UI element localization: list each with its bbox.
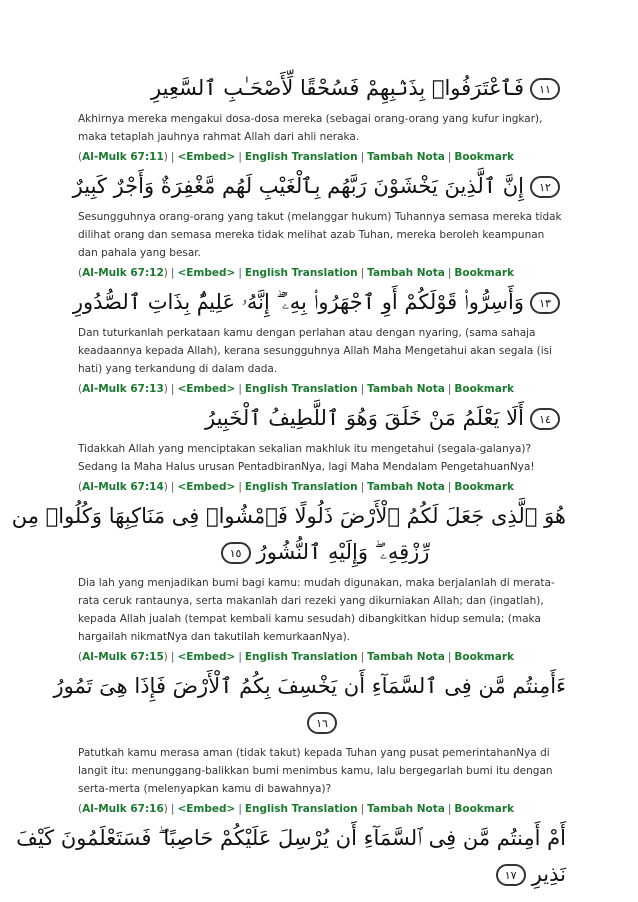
- ayah-number-badge: ١٢: [530, 176, 560, 198]
- verse-arabic-line: [72, 284, 566, 320]
- ayah-number-badge: ١١: [530, 78, 560, 100]
- verse-links: (Al-Mulk 67:14) | <Embed> | English Translation | Tambah Nota | Bookmark: [78, 481, 514, 493]
- tambah-nota-link[interactable]: Tambah Nota: [367, 151, 445, 163]
- verse-translation: Tidakkah Allah yang menciptakan sekalian makhluk itu mengetahui (segala-galanya)? Sedang Ia Maha Halus urusan PentadbiranNya, lagi Maha Mendalam PengetahuanNya!: [78, 443, 535, 473]
- verse-reference-link[interactable]: Al-Mulk 67:15: [82, 651, 164, 663]
- tambah-nota-link[interactable]: Tambah Nota: [367, 651, 445, 663]
- bookmark-link[interactable]: Bookmark: [454, 651, 514, 663]
- arabic-text: أَلَا يَعْلَمُ مَنْ خَلَقَ وَهُوَ ٱللَّطِيفُ ٱلْخَبِيرُ: [205, 406, 524, 430]
- arabic-text: رِّزْقِهِۦ ۖ وَإِلَيْهِ ٱلنُّشُورُ: [256, 540, 430, 564]
- english-translation-link[interactable]: English Translation: [244, 651, 358, 663]
- verse-links: (Al-Mulk 67:12) | <Embed> | English Translation | Tambah Nota | Bookmark: [78, 267, 514, 279]
- verse-arabic-line: [78, 70, 566, 106]
- bookmark-link[interactable]: Bookmark: [454, 267, 514, 279]
- arabic-text: وَأَسِرُّوا۟ قَوْلَكُمْ أَوِ ٱجْهَرُوا۟ بِهِۦٓ ۖ إِنَّهُۥ عَلِيمٌۢ بِذَاتِ ٱلصُّدُورِ: [72, 290, 524, 314]
- embed-link[interactable]: <Embed>: [177, 383, 236, 395]
- verse-block: [72, 168, 566, 282]
- verse-translation: Akhirnya mereka mengakui dosa-dosa mereka (sebagai orang-orang yang kufur ingkar), maka tetaplah jauhnya rahmat Allah dari ahli neraka.: [78, 113, 543, 143]
- verse-translation: Dia lah yang menjadikan bumi bagi kamu: mudah digunakan, maka berjalanlah di merata-rata ceruk rantaunya, serta makanlah dari rezeki yang dikurniakan Allah; dan (ingatlah), kepada Allah jualah (tempat kembali kamu sesudah) dibangkitkan hidup semula; (maka hargailah nikmatNya dan takutilah kemurkaanNya).: [78, 577, 555, 643]
- verse-translation: Dan tuturkanlah perkataan kamu dengan perlahan atau dengan nyaring, (sama sahaja keadaannya kepada Allah), kerana sesungguhnya Allah Maha Mengetahui akan segala (isi hati) yang terkandung di dalam dada.: [78, 327, 553, 375]
- verse-arabic-line: [78, 534, 566, 570]
- arabic-text: فَٱعْتَرَفُوا۟ بِذَنۢبِهِمْ فَسُحْقًا لِّأَصْحَـٰبِ ٱلسَّعِيرِ: [151, 76, 524, 100]
- verse-block: [11, 498, 566, 666]
- embed-link[interactable]: <Embed>: [177, 481, 236, 493]
- ayah-number-badge: ١٥: [221, 542, 251, 564]
- arabic-text: هُوَ ٱلَّذِى جَعَلَ لَكُمُ ٱلْأَرْضَ ذَلُولًا فَٱمْشُوا۟ فِى مَنَاكِبِهَا وَكُلُوا۟ مِن: [11, 504, 566, 528]
- verse-links: (Al-Mulk 67:16) | <Embed> | English Translation | Tambah Nota | Bookmark: [78, 803, 514, 815]
- english-translation-link[interactable]: English Translation: [244, 803, 358, 815]
- verse-translation: Patutkah kamu merasa aman (tidak takut) kepada Tuhan yang pusat pemerintahanNya di langit itu: menunggang-balikkan bumi menimbus kamu, lalu bergegarlah bumi itu dengan serta-merta (melenyapkan kamu di bawahnya)?: [78, 747, 553, 795]
- tambah-nota-link[interactable]: Tambah Nota: [367, 383, 445, 395]
- arabic-text: إِنَّ ٱلَّذِينَ يَخْشَوْنَ رَبَّهُم بِٱلْغَيْبِ لَهُم مَّغْفِرَةٌ وَأَجْرٌ كَبِيرٌ: [72, 174, 524, 198]
- tambah-nota-link[interactable]: Tambah Nota: [367, 267, 445, 279]
- verse-links: (Al-Mulk 67:13) | <Embed> | English Translation | Tambah Nota | Bookmark: [78, 383, 514, 395]
- ayah-number-badge: ١٧: [496, 864, 526, 886]
- verse-arabic-line: [78, 400, 566, 436]
- verse-block: [78, 70, 566, 166]
- ayah-number-badge: ١٣: [530, 292, 560, 314]
- english-translation-link[interactable]: English Translation: [244, 481, 358, 493]
- english-translation-link[interactable]: English Translation: [244, 151, 358, 163]
- embed-link[interactable]: <Embed>: [177, 151, 236, 163]
- verse-reference-link[interactable]: Al-Mulk 67:16: [82, 803, 164, 815]
- verse-arabic-line: [11, 498, 566, 534]
- tambah-nota-link[interactable]: Tambah Nota: [367, 803, 445, 815]
- english-translation-link[interactable]: English Translation: [244, 267, 358, 279]
- verse-links: (Al-Mulk 67:11) | <Embed> | English Translation | Tambah Nota | Bookmark: [78, 151, 514, 163]
- verse-arabic-line: [72, 168, 566, 204]
- arabic-text: أَمْ أَمِنتُم مَّن فِى ٱلسَّمَآءِ أَن يُرْسِلَ عَلَيْكُمْ حَاصِبًا ۖ فَسَتَعْلَمُونَ كَيْفَ: [16, 826, 566, 850]
- verse-block: [78, 400, 566, 496]
- ayah-number-badge: ١٤: [530, 408, 560, 430]
- verse-block: [16, 820, 566, 892]
- verse-block: [72, 284, 566, 398]
- tambah-nota-link[interactable]: Tambah Nota: [367, 481, 445, 493]
- english-translation-link[interactable]: English Translation: [244, 383, 358, 395]
- bookmark-link[interactable]: Bookmark: [454, 803, 514, 815]
- verse-arabic-line: [78, 704, 566, 740]
- embed-link[interactable]: <Embed>: [177, 803, 236, 815]
- embed-link[interactable]: <Embed>: [177, 651, 236, 663]
- verse-reference-link[interactable]: Al-Mulk 67:11: [82, 151, 164, 163]
- embed-link[interactable]: <Embed>: [177, 267, 236, 279]
- bookmark-link[interactable]: Bookmark: [454, 151, 514, 163]
- arabic-text: ءَأَمِنتُم مَّن فِى ٱلسَّمَآءِ أَن يَخْسِفَ بِكُمُ ٱلْأَرْضَ فَإِذَا هِىَ تَمُورُ: [53, 674, 566, 698]
- verse-links: (Al-Mulk 67:15) | <Embed> | English Translation | Tambah Nota | Bookmark: [78, 651, 514, 663]
- verse-reference-link[interactable]: Al-Mulk 67:13: [82, 383, 164, 395]
- verse-arabic-line: [53, 668, 566, 704]
- verse-block: [53, 668, 566, 818]
- verse-reference-link[interactable]: Al-Mulk 67:14: [82, 481, 164, 493]
- verse-arabic-line: [78, 856, 566, 892]
- bookmark-link[interactable]: Bookmark: [454, 383, 514, 395]
- verse-translation: Sesungguhnya orang-orang yang takut (melanggar hukum) Tuhannya semasa mereka tidak dilihat orang dan semasa mereka tidak melihat azab Tuhan, mereka beroleh keampunan dan pahala yang besar.: [78, 211, 562, 259]
- arabic-text: نَذِيرِ: [531, 862, 566, 886]
- ayah-number-badge: ١٦: [307, 712, 337, 734]
- bookmark-link[interactable]: Bookmark: [454, 481, 514, 493]
- verse-reference-link[interactable]: Al-Mulk 67:12: [82, 267, 164, 279]
- verse-arabic-line: [16, 820, 566, 856]
